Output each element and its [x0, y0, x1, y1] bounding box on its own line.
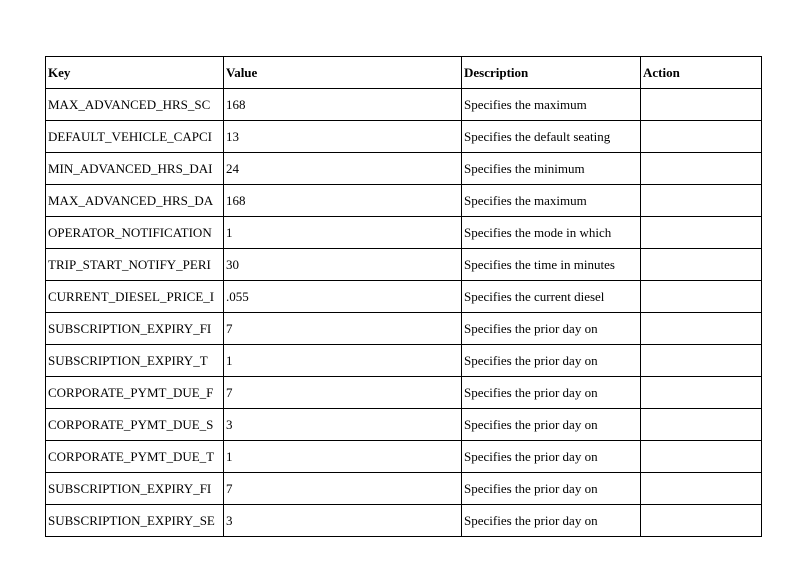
cell-action [641, 505, 762, 537]
table-row [46, 377, 762, 409]
cell-action [641, 441, 762, 473]
cell-key: CORPORATE_PYMT_DUE_T [46, 441, 224, 473]
cell-action [641, 153, 762, 185]
cell-action [641, 281, 762, 313]
cell-value: 13 [224, 121, 462, 153]
cell-description: Specifies the mode in which [462, 217, 641, 249]
cell-action [641, 249, 762, 281]
table-header-row [46, 57, 762, 89]
cell-action [641, 345, 762, 377]
cell-key: MIN_ADVANCED_HRS_DAI [46, 153, 224, 185]
cell-value: 1 [224, 345, 462, 377]
table-row [46, 409, 762, 441]
cell-key: OPERATOR_NOTIFICATION [46, 217, 224, 249]
cell-value: 3 [224, 505, 462, 537]
cell-key: MAX_ADVANCED_HRS_DA [46, 185, 224, 217]
cell-key: MAX_ADVANCED_HRS_SC [46, 89, 224, 121]
cell-key: TRIP_START_NOTIFY_PERI [46, 249, 224, 281]
cell-description: Specifies the current diesel [462, 281, 641, 313]
cell-value: .055 [224, 281, 462, 313]
cell-action [641, 313, 762, 345]
cell-action [641, 89, 762, 121]
cell-value: 7 [224, 473, 462, 505]
table-row [46, 313, 762, 345]
cell-value: 168 [224, 185, 462, 217]
cell-description: Specifies the prior day on [462, 441, 641, 473]
cell-key: SUBSCRIPTION_EXPIRY_T [46, 345, 224, 377]
table-row [46, 281, 762, 313]
cell-key: SUBSCRIPTION_EXPIRY_FI [46, 473, 224, 505]
header-description: Description [462, 57, 641, 89]
table-row [46, 185, 762, 217]
header-value: Value [224, 57, 462, 89]
header-action: Action [641, 57, 762, 89]
cell-value: 7 [224, 313, 462, 345]
cell-description: Specifies the time in minutes [462, 249, 641, 281]
cell-description: Specifies the maximum [462, 89, 641, 121]
cell-value: 168 [224, 89, 462, 121]
cell-key: DEFAULT_VEHICLE_CAPCI [46, 121, 224, 153]
cell-description: Specifies the maximum [462, 185, 641, 217]
cell-description: Specifies the minimum [462, 153, 641, 185]
cell-key: SUBSCRIPTION_EXPIRY_SE [46, 505, 224, 537]
cell-description: Specifies the default seating [462, 121, 641, 153]
table-row [46, 249, 762, 281]
cell-value: 1 [224, 441, 462, 473]
cell-action [641, 185, 762, 217]
cell-key: CURRENT_DIESEL_PRICE_I [46, 281, 224, 313]
table-row [46, 441, 762, 473]
cell-description: Specifies the prior day on [462, 409, 641, 441]
table-row [46, 89, 762, 121]
cell-description: Specifies the prior day on [462, 377, 641, 409]
cell-description: Specifies the prior day on [462, 345, 641, 377]
table-row [46, 473, 762, 505]
cell-action [641, 217, 762, 249]
cell-description: Specifies the prior day on [462, 313, 641, 345]
cell-value: 30 [224, 249, 462, 281]
cell-value: 1 [224, 217, 462, 249]
cell-key: CORPORATE_PYMT_DUE_S [46, 409, 224, 441]
header-key: Key [46, 57, 224, 89]
table-row [46, 345, 762, 377]
table-row [46, 217, 762, 249]
config-table [45, 56, 762, 537]
cell-value: 7 [224, 377, 462, 409]
cell-description: Specifies the prior day on [462, 473, 641, 505]
cell-value: 24 [224, 153, 462, 185]
table-row [46, 121, 762, 153]
cell-key: CORPORATE_PYMT_DUE_F [46, 377, 224, 409]
cell-value: 3 [224, 409, 462, 441]
cell-action [641, 121, 762, 153]
table-row [46, 505, 762, 537]
cell-key: SUBSCRIPTION_EXPIRY_FI [46, 313, 224, 345]
cell-action [641, 409, 762, 441]
table-row [46, 153, 762, 185]
cell-description: Specifies the prior day on [462, 505, 641, 537]
cell-action [641, 473, 762, 505]
cell-action [641, 377, 762, 409]
